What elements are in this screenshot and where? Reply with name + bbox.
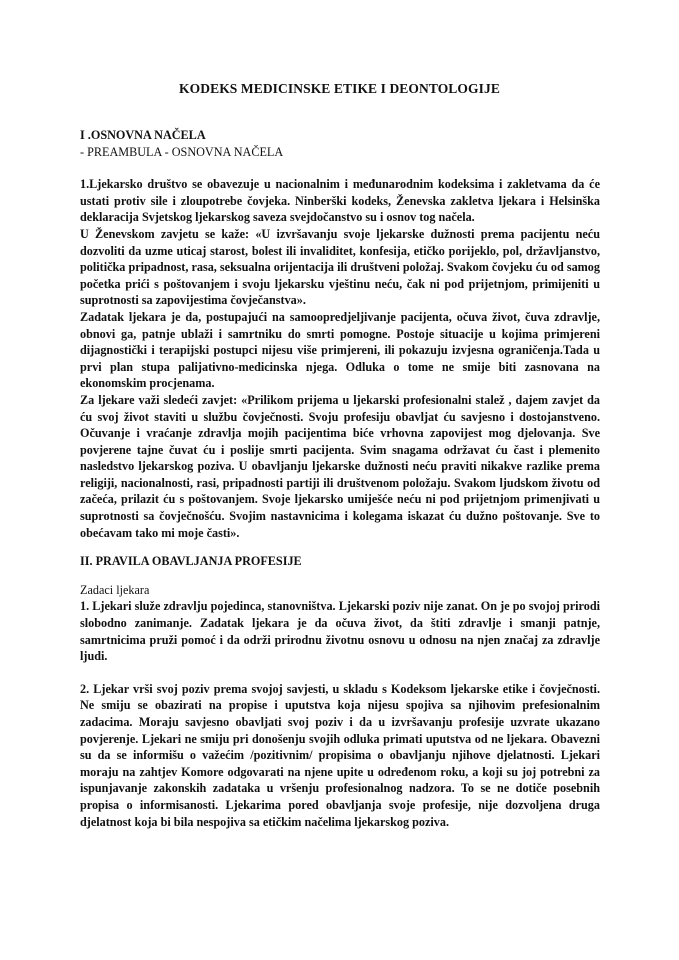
section-1-paragraph-2: U Ženevskom zavjetu se kaže: «U izvršavanju svoje ljekarske dužnosti prema pacijentu neću dozvoliti da uzme uticaj starost, bolest ili invaliditet, konfesija, etičko porijeklo, pol, državljanstvo, politička pripadnost, rasa, seksualna orijentacija ili društveni položaj. Svakom čovjeku ću od samog početka prići s poštovanjem i svoju ljekarsku vještinu neću, čak ni pod prijetnjom, primijeniti u suprotnosti sa zapovijestima čovječanstva». [80,226,600,308]
document-body [80,127,600,830]
section-1-subheading: - PREAMBULA - OSNOVNA NAČELA [80,144,284,159]
section-1-paragraph-1: 1.Ljekarsko društvo se obavezuje u nacionalnim i međunarodnim kodeksima i zakletvama da će ustati protiv sile i zloupotrebe čovjeka. Ninberški kodeks, Ženevska zakletva ljekara i Helsinška deklaracija Svjetskog ljekarskog saveza svejdočanstvo su i osnov tog načela. [80,177,600,225]
section-2-heading: II. PRAVILA OBAVLJANJA PROFESIJE [80,554,302,569]
section-1-paragraph-4: Za ljekare važi sledeći zavjet: «Prilikom prijema u ljekarski profesionalni stalež , dajem zavjet da ću svoj život staviti u službu čovječnosti. Svoju profesiju obavljat ću savjesno i dostojanstveno. Očuvanje i vraćanje zdravlja mojih pacijentima biće vrhovna zapovijest mog djelovanja. Sve povjerene tajne čuvat ću i poslije smrti pacijenta. Svim snagama održavat ću čast i plemenito nasledstvo ljekarskog poziva. U obavljanju ljekarske dužnosti neću praviti nikakve razlike prema religiji, nacionalnosti, rasi, pripadnosti partiji ili društvenom položaju. Svakom ljudskom životu od začeća, prilazit ću s poštovanjem. Svoje ljekarsko umiješće neću ni pod prijetnjom primenjivati u suprotnosti sa čovječnošću. Svojim nastavnicima i kolegama iskazat ću dužno poštovanje. Sve to obećavam tako mi moje časti». [80,392,600,540]
section-2-paragraph-2: 2. Ljekar vrši svoj poziv prema svojoj savjesti, u skladu s Kodeksom ljekarske etike i čovječnosti. Ne smiju se obazirati na propise i uputstva koja nijesu spojiva sa njihovim prefesionalnim zadacima. Moraju savjesno obavljati svoj poziv i da u izvršavanju profesije uzvrate ukazano povjerenje. Ljekari ne smiju pri donošenju svojih odluka primati uputstva od ne ljekara. Obavezni su da se informišu o važećim /pozitivnim/ propisima o obavljanju njihove djelatnosti. Ljekari moraju na zahtjev Komore odgovarati na njene upite u određenom roku, a koji su joj potrebni za ispunjavanje zakonskih zadataka u vršenju profesionalnog nadzora. To se ne dotiče posebnih propisa o informisanosti. Ljekarima pored obavljanja svoje profesije, nije dozvoljena druga djelatnost koja bi bila nespojiva sa etičkim načelima ljekarskog poziva. [80,681,600,829]
section-2-paragraph-1: 1. Ljekari služe zdravlju pojedinca, stanovništva. Ljekarski poziv nije zanat. On je po svojoj prirodi slobodno zanimanje. Zadatak ljekara je da očuva život, da štiti zdravlje i smanji patnje, samrtnicima pruži pomoć i da održi prirodnu životnu osnovu u odnosu na njen značaj za zdravlje ljudi. [80,599,600,664]
section-1-heading: I .OSNOVNA NAČELA [80,128,206,142]
section-2-subheading: Zadaci ljekara [80,582,150,597]
section-1-paragraph-3: Zadatak ljekara je da, postupajući na samoopredjeljivanje pacijenta, očuva život, čuva zdravlje, obnovi ga, patnje ublaži i samrtniku do smrti pomogne. Postoje situacije u kojima primjereni dijagnostički i terapijski postupci nijesu više primjereni, ili pokazuju izvjesna ograničenja.Tada u prvi plan stupa palijativno-medicinska njega. Odluka o tome ne smije biti zasnovana na ekonomskim procjenama. [80,309,600,391]
document-title: KODEKS MEDICINSKE ETIKE I DEONTOLOGIJE [179,81,500,96]
